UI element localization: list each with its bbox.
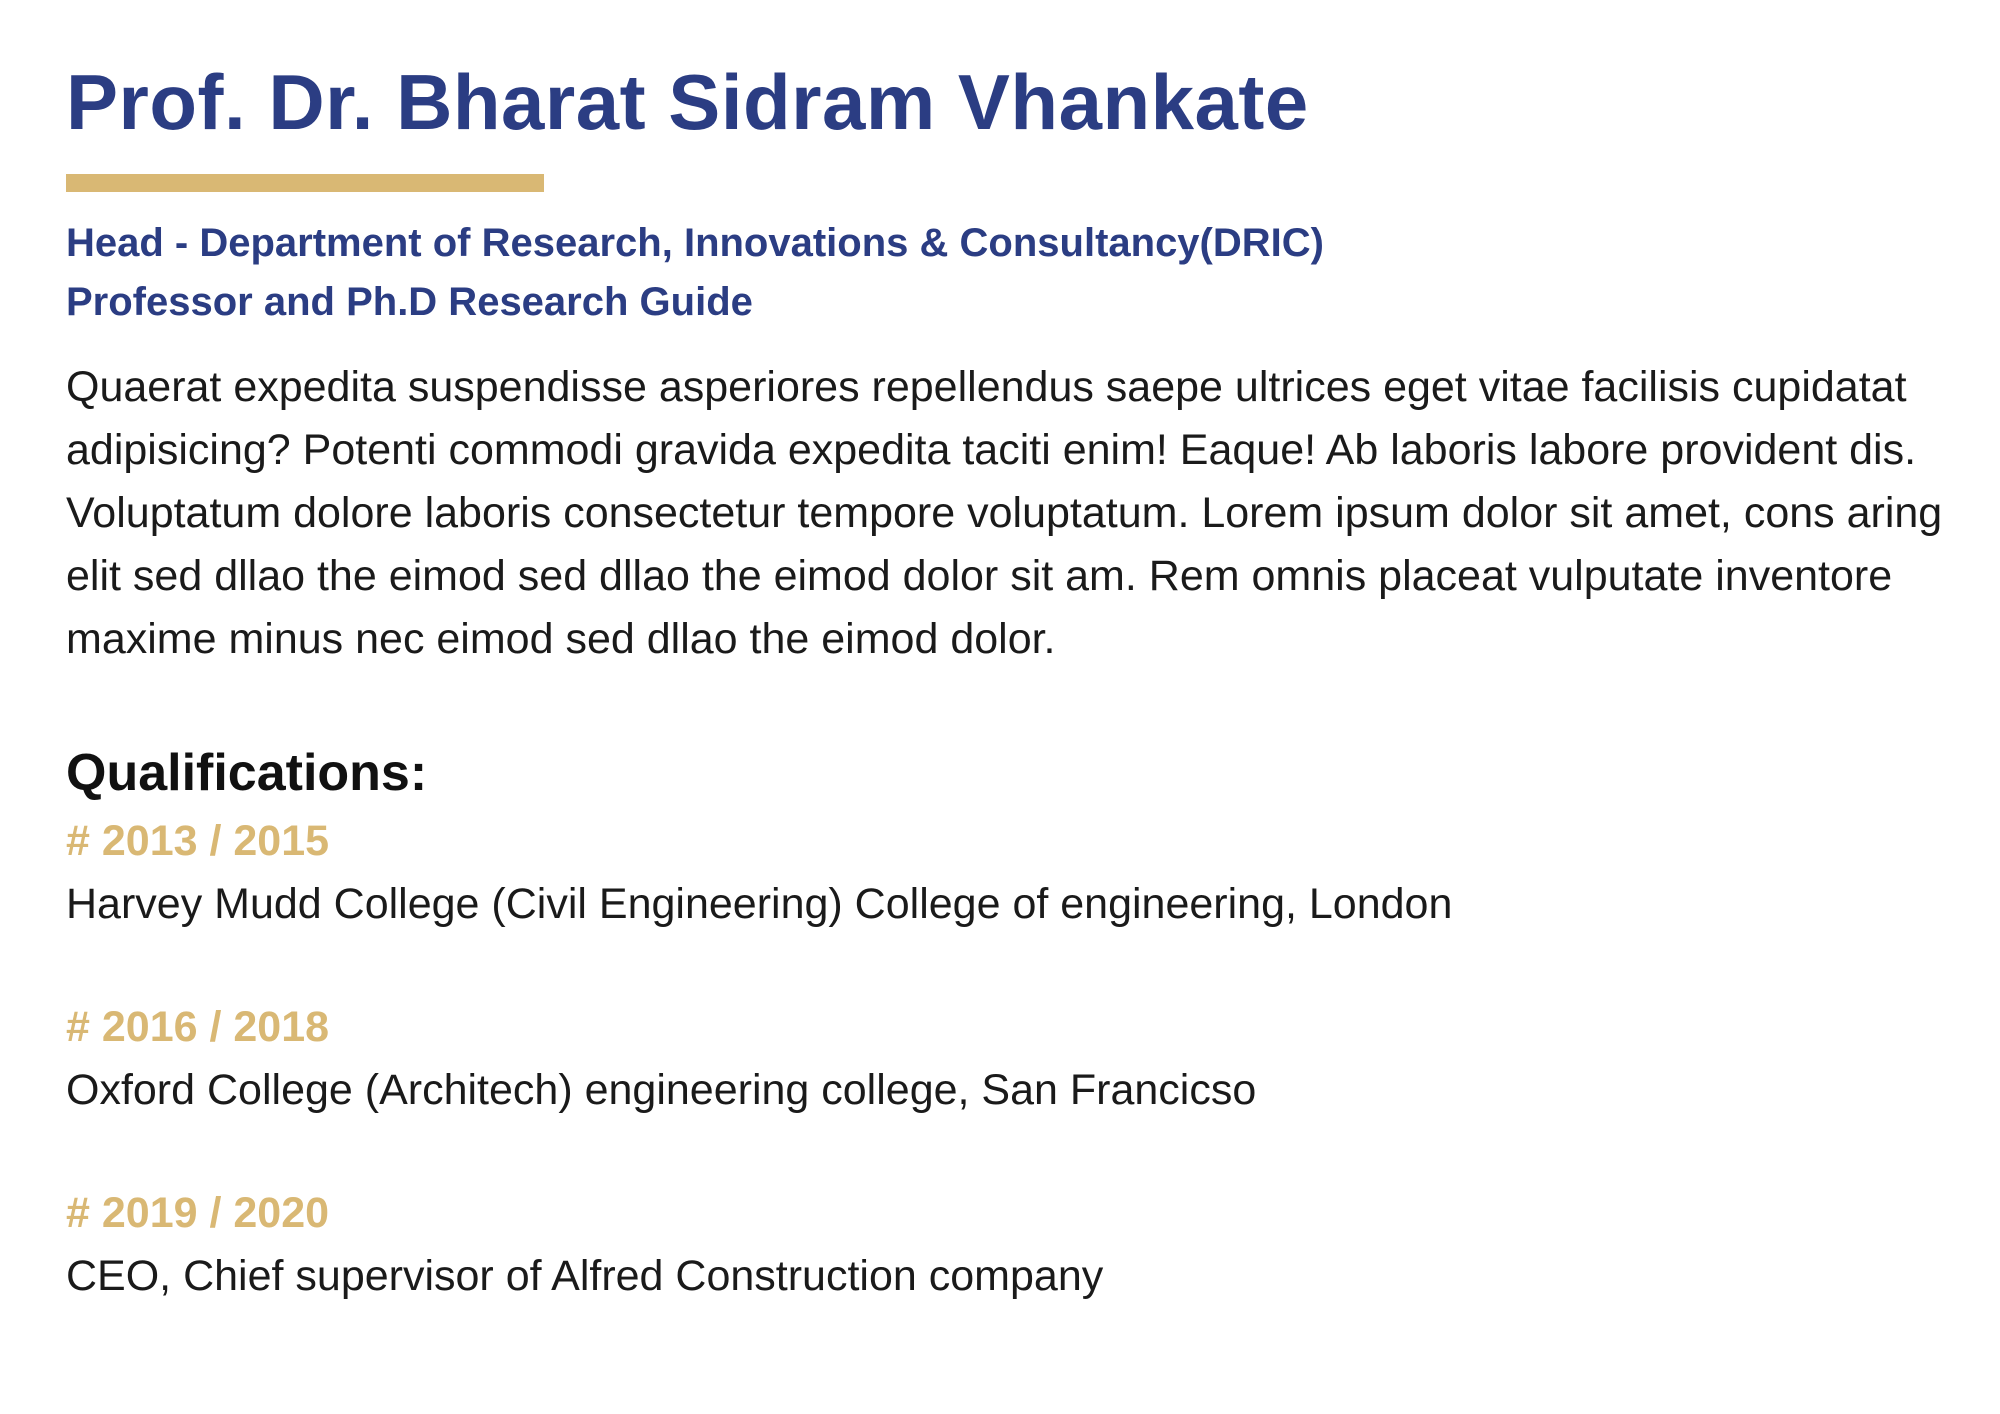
- qualifications-list: [66, 809, 1946, 1307]
- qualification-years: # 2016 / 2018: [66, 1003, 330, 1051]
- qualification-description: CEO, Chief supervisor of Alfred Construction company: [66, 1252, 1104, 1300]
- qualification-description: Harvey Mudd College (Civil Engineering) College of engineering, London: [66, 880, 1453, 928]
- qualification-years: # 2013 / 2015: [66, 817, 330, 865]
- qualification-item: [66, 1181, 1946, 1307]
- profile-roles: [66, 214, 1946, 332]
- qualification-item: [66, 995, 1946, 1121]
- profile-name: Prof. Dr. Bharat Sidram Vhankate: [66, 58, 1309, 146]
- profile-section: [66, 40, 1946, 1367]
- role-title-professor: Professor and Ph.D Research Guide: [66, 280, 753, 324]
- qualifications-heading: Qualifications:: [66, 744, 428, 802]
- profile-bio: Quaerat expedita suspendisse asperiores repellendus saepe ultrices eget vitae facilisis cupidatat adipisicing? Potenti commodi gravida expedita taciti enim! Eaque! Ab laboris labore provident dis. Voluptatum dolore laboris consectetur tempore voluptatum. Lorem ipsum dolor sit amet, cons aring elit sed dllao the eimod sed dllao the eimod dolor sit am. Rem omnis placeat vulputate inventore maxime minus nec eimod sed dllao the eimod dolor.: [66, 363, 1943, 663]
- role-title-head: Head - Department of Research, Innovations & Consultancy(DRIC): [66, 221, 1324, 265]
- qualification-years: # 2019 / 2020: [66, 1189, 330, 1237]
- qualification-description: Oxford College (Architech) engineering college, San Francicso: [66, 1066, 1257, 1114]
- qualification-item: [66, 809, 1946, 935]
- name-underline-divider: [66, 174, 544, 192]
